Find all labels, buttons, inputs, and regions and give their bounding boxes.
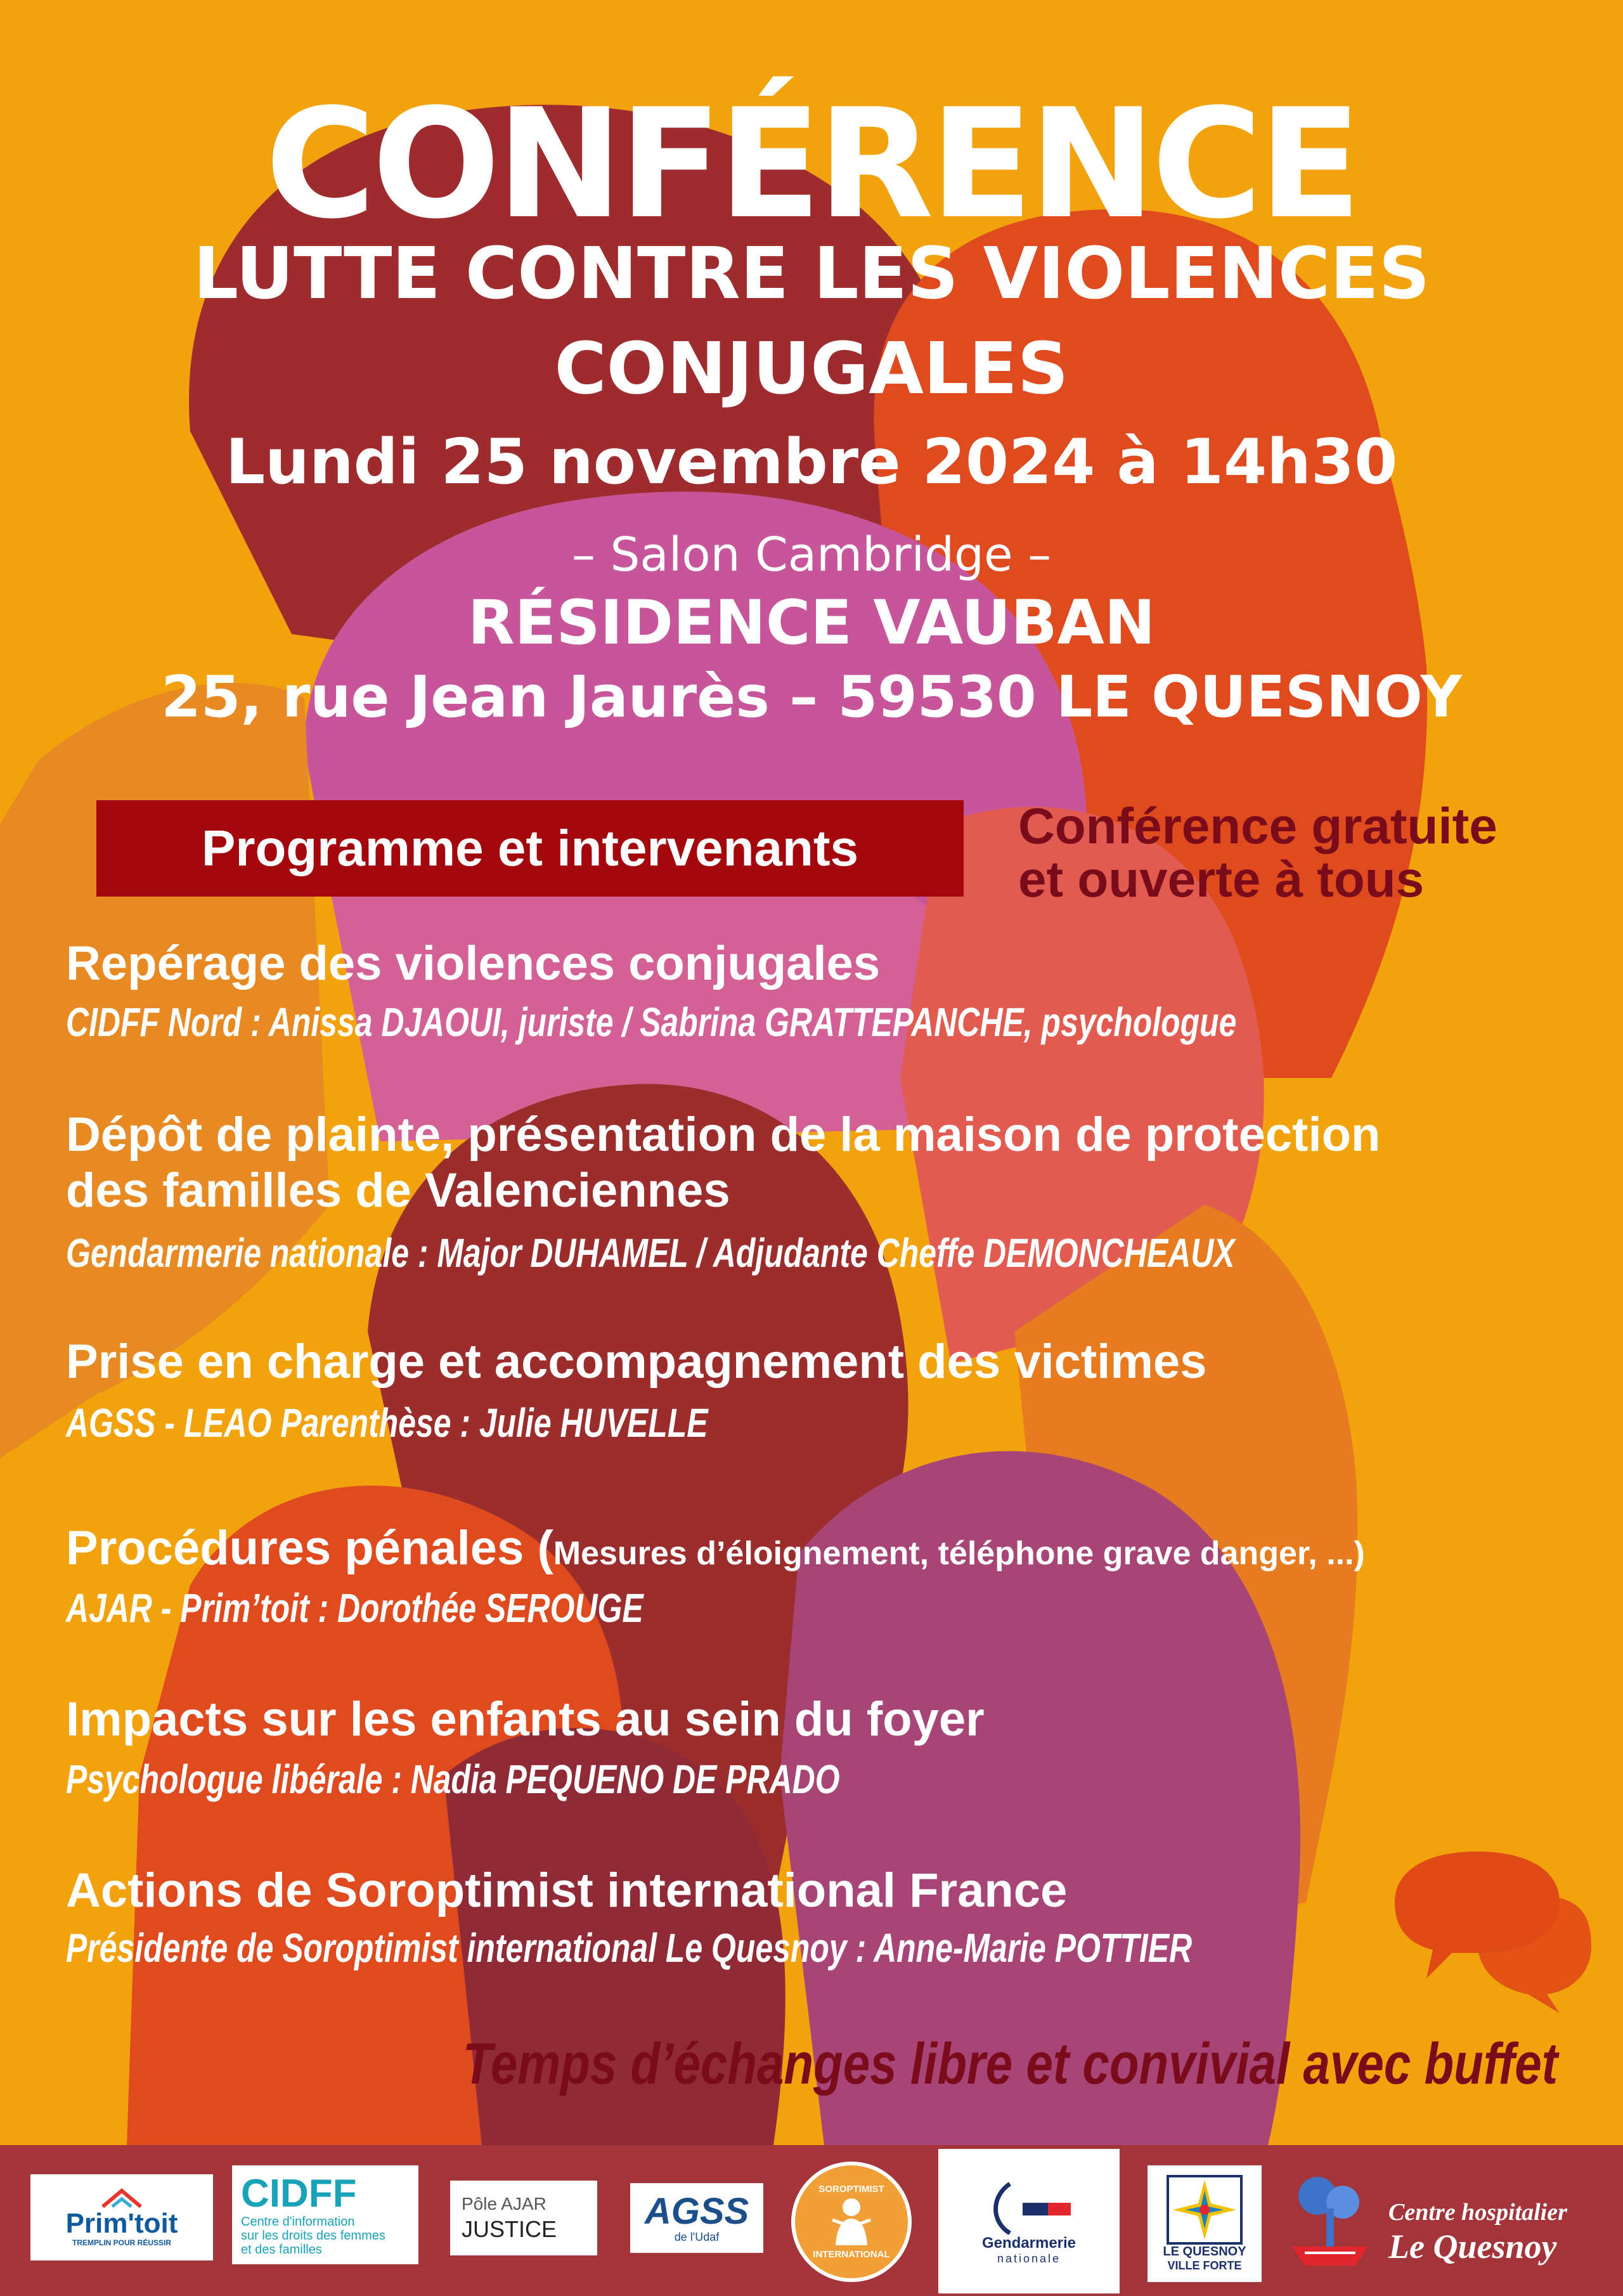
- cidff-logo: [232, 2165, 418, 2264]
- programme-topic-2-line-2: des familles de Valenciennes: [66, 1164, 730, 1217]
- event-date: Lundi 25 novembre 2024 à 14h30: [225, 426, 1398, 498]
- soroptimist-figure-icon: [829, 2195, 874, 2249]
- programme-speaker-6: Présidente de Soroptimist international Le Quesnoy : Anne-Marie POTTIER: [66, 1925, 1193, 1971]
- lequesnoy-line-2: VILLE FORTE: [1167, 2259, 1242, 2272]
- programme-topic-6: Actions de Soroptimist international France: [66, 1864, 1068, 1917]
- ajar-logo: [450, 2181, 597, 2255]
- agss-sub: de l'Udaf: [674, 2230, 720, 2243]
- hospital-line-1: Centre hospitalier: [1388, 2199, 1567, 2226]
- page-title: CONFÉRENCE: [265, 77, 1358, 252]
- programme-topic-4-detail: Mesures d’éloignement, téléphone grave danger, ...): [553, 1535, 1365, 1572]
- programme-speaker-5: Psychologue libérale : Nadia PEQUENO DE PRADO: [66, 1756, 840, 1802]
- ajar-line-1: Pôle AJAR: [462, 2194, 546, 2214]
- gendarmerie-emblem-icon: [985, 2177, 1073, 2234]
- lequesnoy-logo: [1148, 2165, 1262, 2282]
- agss-name: AGSS: [644, 2190, 749, 2232]
- soroptimist-logo: [791, 2162, 912, 2282]
- programme-topic-1: Repérage des violences conjugales: [66, 937, 881, 990]
- free-notice-line-2: et ouverte à tous: [1018, 851, 1425, 907]
- speech-bubble-icon-2: [1477, 1895, 1591, 2013]
- gendarmerie-line-1: Gendarmerie: [981, 2234, 1077, 2252]
- gendarmerie-line-2: nationale: [997, 2252, 1061, 2265]
- lequesnoy-star-icon: [1167, 2175, 1243, 2245]
- venue-address: 25, rue Jean Jaurès – 59530 LE QUESNOY: [161, 664, 1462, 730]
- cidff-line-3: et des familles: [241, 2243, 322, 2257]
- subtitle-line-1: LUTTE CONTRE LES VIOLENCES: [193, 233, 1430, 315]
- ajar-line-2: JUSTICE: [462, 2216, 557, 2242]
- hospital-line-2: Le Quesnoy: [1388, 2228, 1557, 2266]
- cidff-line-2: sur les droits des femmes: [241, 2229, 385, 2243]
- programme-heading: Programme et intervenants: [202, 820, 858, 876]
- closing-note: Temps d’échanges libre et convivial avec buffet: [463, 2032, 1558, 2096]
- soroptimist-top: SOROPTIMIST: [818, 2184, 884, 2195]
- primtoit-name: Prim'toit: [65, 2208, 178, 2239]
- programme-topic-2-line-1: Dépôt de plainte, présentation de la maison de protection: [66, 1108, 1381, 1162]
- house-roof-icon: [100, 2188, 144, 2209]
- programme-topic-4: [66, 1521, 1365, 1581]
- partner-logos-footer: [0, 2145, 1623, 2296]
- gendarmerie-logo: [938, 2149, 1120, 2293]
- programme-topic-5: Impacts sur les enfants au sein du foyer: [66, 1692, 985, 1746]
- hospital-emblem-icon: [1279, 2170, 1381, 2272]
- programme-topic-4-label: Procédures pénales (: [66, 1521, 553, 1575]
- primtoit-tagline: TREMPLIN POUR RÉUSSIR: [72, 2238, 171, 2247]
- programme-speaker-3: AGSS - LEAO Parenthèse : Julie HUVELLE: [66, 1400, 708, 1446]
- salon-name: – Salon Cambridge –: [571, 528, 1052, 582]
- cidff-line-1: Centre d'information: [241, 2215, 355, 2229]
- programme-speaker-4: AJAR - Prim’toit : Dorothée SEROUGE: [66, 1585, 643, 1631]
- cidff-name: CIDFF: [241, 2172, 357, 2215]
- programme-speaker-1: CIDFF Nord : Anissa DJAOUI, juriste / Sabrina GRATTEPANCHE, psychologue: [66, 999, 1237, 1045]
- agss-logo: [630, 2183, 763, 2253]
- free-notice-line-1: Conférence gratuite: [1018, 798, 1497, 854]
- programme-topic-3: Prise en charge et accompagnement des victimes: [66, 1335, 1207, 1389]
- soroptimist-bottom: INTERNATIONAL: [813, 2249, 890, 2260]
- subtitle-line-2: CONJUGALES: [554, 328, 1069, 410]
- primtoit-logo: [30, 2174, 213, 2260]
- programme-speaker-2: Gendarmerie nationale : Major DUHAMEL / Adjudante Cheffe DEMONCHEAUX: [66, 1230, 1235, 1276]
- lequesnoy-line-1: LE QUESNOY: [1163, 2245, 1246, 2259]
- venue-name: RÉSIDENCE VAUBAN: [467, 587, 1156, 658]
